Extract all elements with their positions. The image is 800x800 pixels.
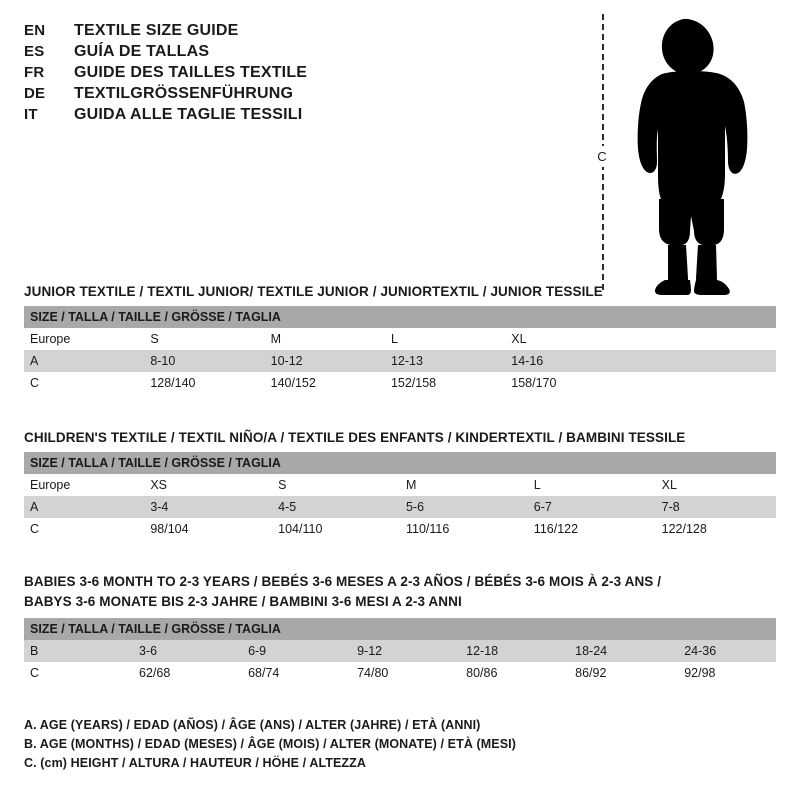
cell: 122/128	[656, 518, 776, 540]
cell: 104/110	[272, 518, 400, 540]
table-row	[24, 496, 776, 518]
table-row	[24, 328, 776, 350]
child-silhouette-icon	[618, 16, 768, 296]
language-title: TEXTILGRÖSSENFÜHRUNG	[74, 85, 294, 102]
language-row	[24, 64, 584, 82]
junior-textile-section	[24, 284, 776, 394]
cell: 116/122	[528, 518, 656, 540]
cell: S	[272, 474, 400, 496]
babies-size-table	[24, 618, 776, 684]
cell: 98/104	[144, 518, 272, 540]
babies-band-label: SIZE / TALLA / TAILLE / GRÖSSE / TAGLIA	[24, 618, 776, 640]
babies-textile-section	[24, 572, 776, 684]
cell: 86/92	[569, 662, 678, 684]
table-row	[24, 518, 776, 540]
cell: 10-12	[265, 350, 385, 372]
cell: L	[528, 474, 656, 496]
cell: 4-5	[272, 496, 400, 518]
measurement-figure	[590, 10, 780, 295]
row-label: A	[24, 496, 144, 518]
row-label: C	[24, 518, 144, 540]
cell: 18-24	[569, 640, 678, 662]
language-row	[24, 22, 584, 40]
table-band-header	[24, 452, 776, 474]
row-label: B	[24, 640, 133, 662]
cell: 8-10	[144, 350, 264, 372]
legend-line-c: C. (cm) HEIGHT / ALTURA / HAUTEUR / HÖHE / ALTEZZA	[24, 756, 367, 770]
cell: 6-7	[528, 496, 656, 518]
babies-title-line-2: BABYS 3-6 MONATE BIS 2-3 JAHRE / BAMBINI 3-6 MESI A 2-3 ANNI	[24, 593, 462, 609]
row-label: C	[24, 372, 144, 394]
table-row	[24, 350, 776, 372]
cell: 158/170	[505, 372, 776, 394]
row-label: Europe	[24, 328, 144, 350]
children-size-table	[24, 452, 776, 540]
language-row	[24, 106, 584, 124]
language-code: FR	[24, 64, 45, 81]
cell: S	[144, 328, 264, 350]
table-row	[24, 662, 776, 684]
cell: 5-6	[400, 496, 528, 518]
cell: 3-6	[133, 640, 242, 662]
cell: 9-12	[351, 640, 460, 662]
cell: XL	[656, 474, 776, 496]
cell: 128/140	[144, 372, 264, 394]
cell: 14-16	[505, 350, 776, 372]
children-section-title: CHILDREN'S TEXTILE / TEXTIL NIÑO/A / TEXTILE DES ENFANTS / KINDERTEXTIL / BAMBINI TESSILE	[24, 430, 686, 445]
language-title: TEXTILE SIZE GUIDE	[74, 22, 239, 39]
cell: 80/86	[460, 662, 569, 684]
cell: XS	[144, 474, 272, 496]
legend-line-a: A. AGE (YEARS) / EDAD (AÑOS) / ÂGE (ANS) / ALTER (JAHRE) / ETÀ (ANNI)	[24, 718, 481, 732]
cell: 92/98	[678, 662, 776, 684]
legend-section	[24, 718, 776, 775]
language-code: EN	[24, 22, 46, 39]
table-row	[24, 474, 776, 496]
cell: 68/74	[242, 662, 351, 684]
babies-title-line-1: BABIES 3-6 MONTH TO 2-3 YEARS / BEBÉS 3-6 MESES A 2-3 AÑOS / BÉBÉS 3-6 MOIS À 2-3 ANS /	[24, 574, 662, 589]
language-title: GUIDE DES TAILLES TEXTILE	[74, 64, 308, 81]
cell: 7-8	[656, 496, 776, 518]
legend-line-b: B. AGE (MONTHS) / EDAD (MESES) / ÂGE (MOIS) / ALTER (MONATE) / ETÀ (MESI)	[24, 737, 517, 751]
cell: 6-9	[242, 640, 351, 662]
cell: XL	[505, 328, 776, 350]
cell: M	[265, 328, 385, 350]
cell: 62/68	[133, 662, 242, 684]
language-code: DE	[24, 85, 46, 102]
row-label: Europe	[24, 474, 144, 496]
junior-section-title: JUNIOR TEXTILE / TEXTIL JUNIOR/ TEXTILE JUNIOR / JUNIORTEXTIL / JUNIOR TESSILE	[24, 284, 603, 299]
table-band-header	[24, 306, 776, 328]
cell: 24-36	[678, 640, 776, 662]
row-label: C	[24, 662, 133, 684]
cell: 74/80	[351, 662, 460, 684]
cell: 12-13	[385, 350, 505, 372]
language-title: GUIDA ALLE TAGLIE TESSILI	[74, 106, 303, 123]
language-title: GUÍA DE TALLAS	[74, 43, 210, 60]
table-row	[24, 640, 776, 662]
language-code: IT	[24, 106, 38, 123]
cell: 152/158	[385, 372, 505, 394]
junior-band-label: SIZE / TALLA / TAILLE / GRÖSSE / TAGLIA	[24, 306, 776, 328]
cell: 140/152	[265, 372, 385, 394]
children-textile-section	[24, 430, 776, 540]
cell: L	[385, 328, 505, 350]
babies-section-title	[24, 572, 776, 611]
cell: 3-4	[144, 496, 272, 518]
cell: 12-18	[460, 640, 569, 662]
table-row	[24, 372, 776, 394]
language-row	[24, 85, 584, 103]
language-row	[24, 43, 584, 61]
junior-size-table	[24, 306, 776, 394]
language-title-list	[24, 22, 584, 127]
table-band-header	[24, 618, 776, 640]
language-code: ES	[24, 43, 45, 60]
children-band-label: SIZE / TALLA / TAILLE / GRÖSSE / TAGLIA	[24, 452, 776, 474]
row-label: A	[24, 350, 144, 372]
cell: 110/116	[400, 518, 528, 540]
height-measure-label: C	[592, 146, 612, 167]
cell: M	[400, 474, 528, 496]
